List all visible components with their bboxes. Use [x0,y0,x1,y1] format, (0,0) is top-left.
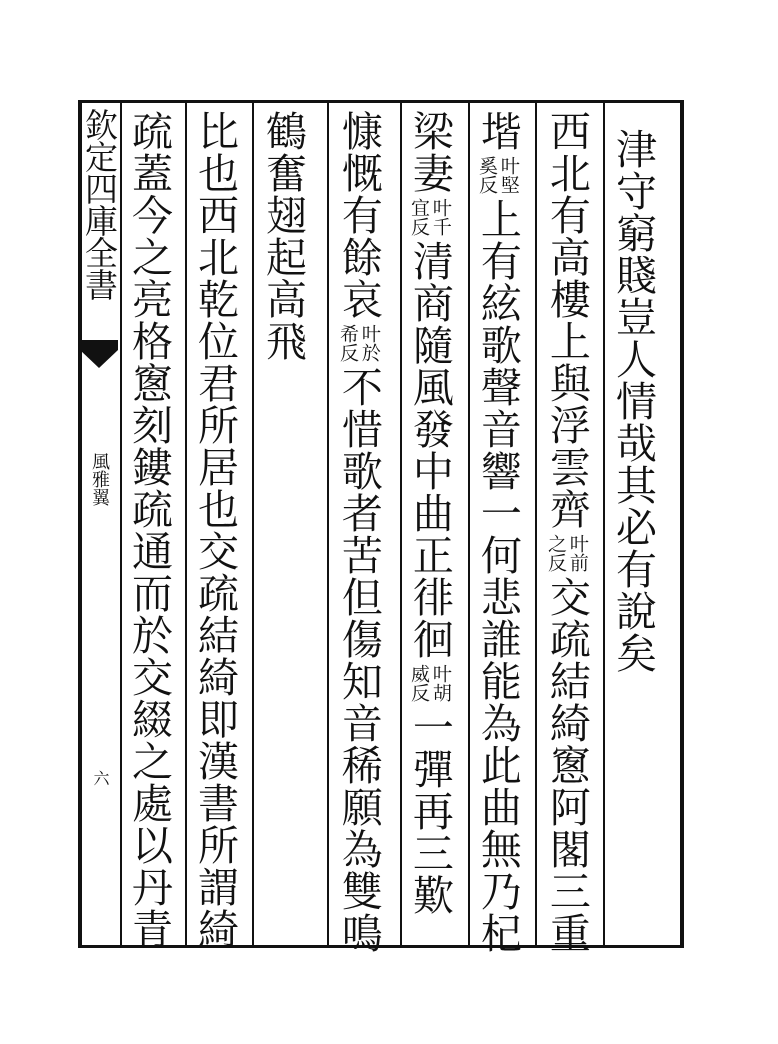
right-border [680,100,684,948]
annotation-line: 威反 [407,664,430,702]
annotation-line: 叶胡 [429,664,452,702]
text-column [405,110,454,916]
column-rule [327,100,329,948]
main-text: 上有絃歌聲音響一何悲誰能為此曲無乃杞 [473,198,522,954]
annotation-line: 希反 [336,324,359,362]
text-column [259,110,307,362]
main-text: 比也西北乾位君所居也交疏結綺即漢書所謂綺 [191,110,239,950]
margin-section: 風雅翼 [89,452,110,506]
main-text: 堦 [473,110,522,152]
text-column [609,128,657,674]
annotation-line: 叶於 [358,324,381,362]
phonetic-annotation [476,156,518,194]
main-text: 鶴奮翅起高飛 [259,110,307,362]
annotation-line: 叶堅 [497,156,520,194]
main-text: 疏蓋今之亮格窻刻鏤疏通而於交綴之處以丹青 [125,110,173,950]
column-rule [185,100,187,948]
annotation-line: 叶千 [429,198,452,236]
annotation-line: 叶前 [566,534,589,572]
column-rule [603,100,605,948]
main-text: 交疏結綺窻阿閣三重 [542,576,591,954]
main-text: 不惜歌者苦但傷知音稀願為雙鳴 [334,366,383,954]
column-rule [535,100,537,948]
phonetic-annotation [337,324,379,362]
margin-rule [120,100,122,948]
page-number: 六 [91,770,110,786]
phonetic-annotation [545,534,587,572]
column-rule [400,100,402,948]
text-column [125,110,173,950]
main-text: 梁妻 [405,110,454,194]
phonetic-annotation [408,664,450,702]
main-text: 一彈再三歎 [405,706,454,916]
phonetic-annotation [408,198,450,236]
annotation-line: 之反 [544,534,567,572]
text-column [191,110,239,950]
annotation-line: 宜反 [407,198,430,236]
column-rule [252,100,254,948]
column-rule [468,100,470,948]
main-text: 西北有高樓上與浮雲齊 [542,110,591,530]
fishtail-mark-icon [80,340,118,370]
main-text: 慷慨有餘哀 [334,110,383,320]
text-column [473,110,522,954]
annotation-line: 奚反 [475,156,498,194]
text-column [334,110,383,954]
text-column [542,110,591,954]
main-text: 津守窮賤豈人情哉其必有說矣 [609,128,657,674]
main-text: 清商隨風發中曲正徘徊 [405,240,454,660]
margin-title: 欽定四庫全書 [80,108,119,300]
